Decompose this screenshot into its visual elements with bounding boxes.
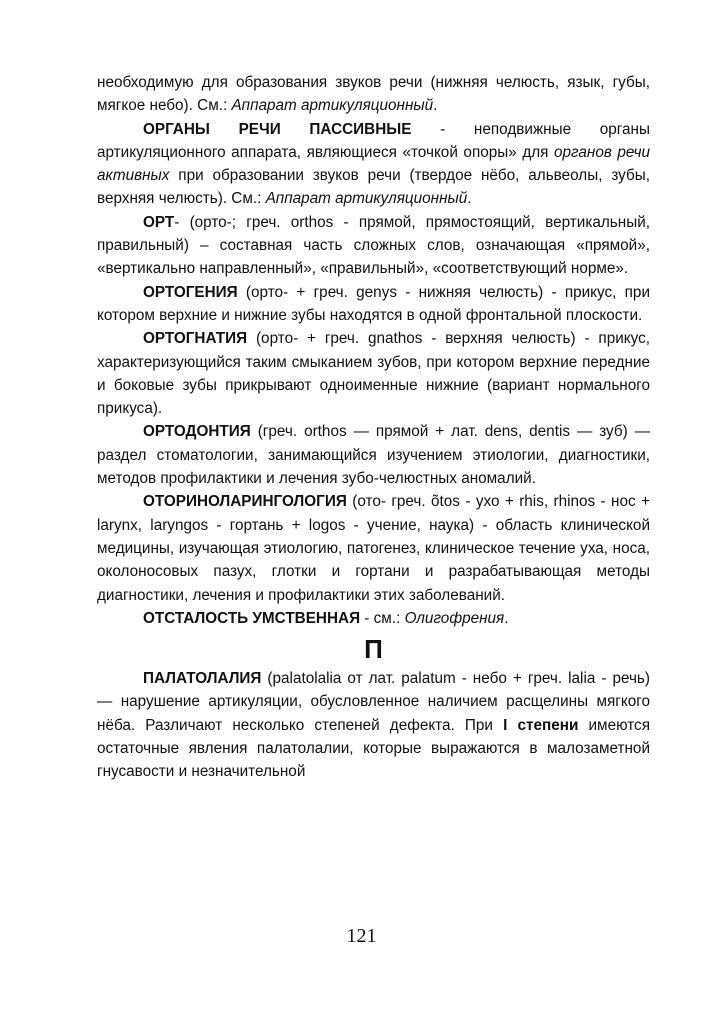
entry-term: ОРТОДОНТИЯ bbox=[143, 423, 251, 441]
cross-reference: Олигофрения bbox=[404, 609, 505, 627]
continuation-paragraph: необходимую для образования звуков речи (нижняя челюсть, язык, губы, мягкое небо). См.: Аппарат артикуляционный. bbox=[97, 74, 650, 115]
entry-definition: (греч. orthos — прямой + лат. dens, dentis — зуб) — раздел стоматологии, занимающийся изучением этиологии, диагностики, методов профилактики и лечения зубо-челюстных аномалий. bbox=[97, 423, 650, 488]
entry-ortogeniya bbox=[97, 281, 650, 328]
entry-definition: (орто- + греч. gnathos - верхняя челюсть) - прикус, характеризующийся таким смыканием зубов, при котором верхние передние и боковые зубы прикрывают одноименные нижние (вариант нормального прикуса). bbox=[97, 330, 650, 418]
entry-definition: - (орто-; греч. orthos - прямой, прямостоящий, вертикальный, правильный) – составная часть сложных слов, означающая «прямой», «вертикально направленный», «правильный», «соответствующий норме». bbox=[97, 213, 650, 278]
entry-term: ОРТ bbox=[143, 213, 175, 231]
section-letter-heading: П bbox=[364, 634, 383, 665]
entry-term: ОРТОГЕНИЯ bbox=[143, 283, 238, 301]
entry-term: ОТСТАЛОСТЬ УМСТВЕННАЯ bbox=[143, 609, 361, 627]
page-number: 121 bbox=[346, 925, 377, 947]
cross-reference: органов речи активных bbox=[97, 143, 650, 185]
entry-definition: (palatolalia от лат. palatum - небо + греч. lalia - речь) — нарушение артикуляции, обусловленное наличием расщелины мягкого нёба. Различают несколько степеней дефекта. При bbox=[97, 670, 650, 734]
entry-ort bbox=[97, 211, 650, 281]
entry-term: ОРГАНЫ РЕЧИ ПАССИВНЫЕ bbox=[143, 120, 412, 138]
entry-otorinolaringologiya bbox=[97, 490, 650, 606]
continuation-text: необходимую для образования звуков речи (нижняя челюсть, язык, губы, мягкое небо). См.: bbox=[97, 74, 650, 115]
entry-organy-rechi-passivnye: ОРГАНЫ РЕЧИ ПАССИВНЫЕ - неподвижные органы артикуляционного аппарата, являющиеся «точкой опоры» для органов речи активных при образовании звуков речи (твердое нёбо, альвеолы, зубы, верхняя челюсть). См.: Аппарат артикуляционный. bbox=[97, 120, 650, 208]
entry-term: ПАЛАТОЛАЛИЯ bbox=[143, 670, 262, 688]
entry-ortodontiya bbox=[97, 420, 650, 490]
entry-term: ОРТОГНАТИЯ bbox=[143, 330, 248, 348]
entry-term: ОТОРИНОЛАРИНГОЛОГИЯ bbox=[143, 493, 347, 511]
entry-ortognatiya bbox=[97, 327, 650, 420]
entry-definition: (ото- греч. õtos - ухо + rhis, rhinos - нос + larynx, laryngos - гортань + logos - учение, наука) - область клинической медицины, изучающая этиологию, патогенез, клиническое течение уха, носа, околоносовых пазух, глотки и гортани и разрабатывающая методы диагностики, лечения и профилактики этих заболеваний. bbox=[97, 493, 650, 604]
entry-palatolaliya: ПАЛАТОЛАЛИЯ (palatolalia от лат. palatum - небо + греч. lalia - речь) — нарушение артикуляции, обусловленное наличием расщелины мягкого нёба. Различают несколько степеней дефекта. При I степени имеются остаточные явления палатолалии, которые выражаются в малозаметной гнусавости и незначительной bbox=[97, 670, 650, 781]
entry-otstalost-umstvennaya: ОТСТАЛОСТЬ УМСТВЕННАЯ - см.: Олигофрения. bbox=[143, 609, 509, 627]
cross-reference: Аппарат артикуляционный bbox=[265, 190, 468, 208]
cross-reference: Аппарат артикуляционный bbox=[231, 97, 434, 115]
dictionary-text bbox=[97, 71, 650, 784]
entry-definition: (орто- + греч. genys - нижняя челюсть) - прикус, при котором верхние и нижние зубы находятся в одной фронтальной плоскости. bbox=[97, 283, 650, 324]
emphasis: I степени bbox=[503, 716, 579, 734]
